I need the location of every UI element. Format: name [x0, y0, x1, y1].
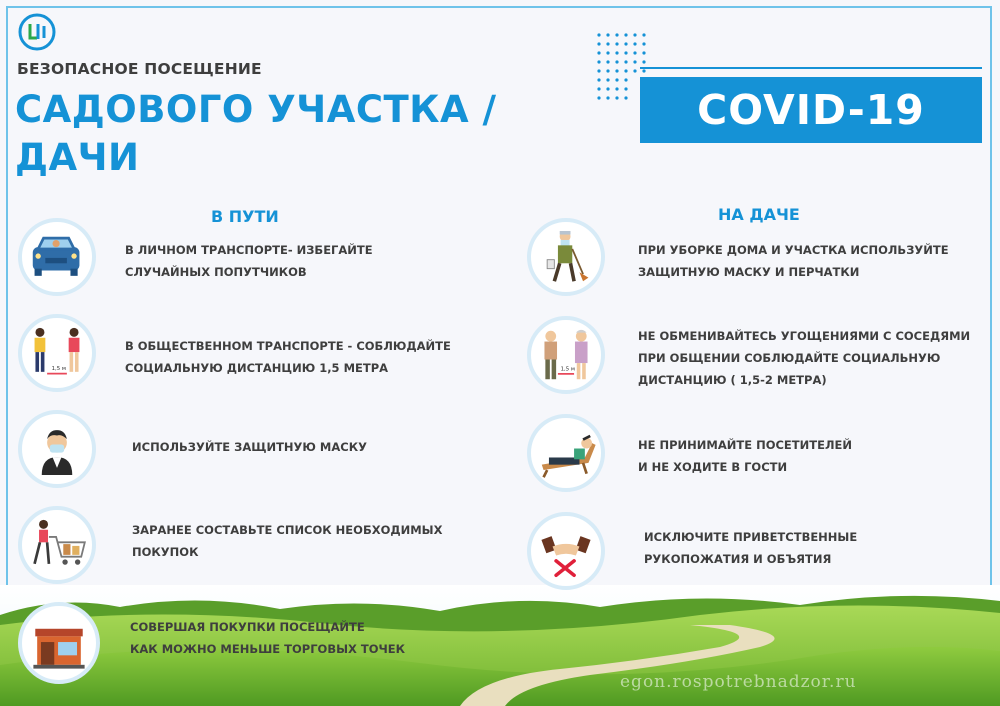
left-item-1-line1: В ЛИЧНОМ ТРАНСПОРТЕ- ИЗБЕГАЙТЕ	[125, 243, 373, 257]
right-item-1-line1: ПРИ УБОРКЕ ДОМА И УЧАСТКА ИСПОЛЬЗУЙТЕ	[638, 243, 949, 257]
mask-person-icon	[18, 410, 96, 488]
distance-label: 1,5 м	[560, 366, 575, 373]
left-item-3-line1: ИСПОЛЬЗУЙТЕ ЗАЩИТНУЮ МАСКУ	[132, 440, 367, 454]
right-item-1-text	[638, 239, 949, 283]
car-icon	[18, 218, 96, 296]
distance-label: 1,5 м	[51, 366, 66, 373]
right-item-3-line2: И НЕ ХОДИТЕ В ГОСТИ	[638, 460, 788, 474]
left-item-2-text	[125, 335, 451, 379]
left-item-2-line1: В ОБЩЕСТВЕННОМ ТРАНСПОРТЕ - СОБЛЮДАЙТЕ	[125, 339, 451, 353]
right-item-3-text	[638, 434, 852, 478]
covid-badge	[640, 77, 982, 143]
website-watermark: egon.rospotrebnadzor.ru	[620, 672, 857, 692]
gardener-icon	[527, 218, 605, 296]
shopping-cart-icon	[18, 506, 96, 584]
right-item-4-text	[644, 526, 857, 570]
elderly-distance-icon	[527, 316, 605, 394]
poster-title-line1: САДОВОГО УЧАСТКА /	[15, 88, 497, 131]
right-item-2-line2: ПРИ ОБЩЕНИИ СОБЛЮДАЙТЕ СОЦИАЛЬНУЮ	[638, 351, 941, 365]
poster-title	[15, 86, 497, 182]
left-item-4-line2: ПОКУПОК	[132, 545, 199, 559]
left-item-5-line2: КАК МОЖНО МЕНЬШЕ ТОРГОВЫХ ТОЧЕК	[130, 642, 406, 656]
poster-subtitle: БЕЗОПАСНОЕ ПОСЕЩЕНИЕ	[17, 60, 262, 78]
distance-people-icon	[18, 314, 96, 392]
left-item-1-text	[125, 239, 373, 283]
left-item-2-line2: СОЦИАЛЬНУЮ ДИСТАНЦИЮ 1,5 МЕТРА	[125, 361, 389, 375]
left-item-4-text	[132, 519, 442, 563]
left-item-5-text	[130, 616, 405, 660]
right-item-4-line2: РУКОПОЖАТИЯ И ОБЪЯТИЯ	[644, 552, 832, 566]
poster-title-line2: ДАЧИ	[15, 136, 140, 179]
shop-icon	[18, 602, 100, 684]
section-heading-at-dacha: НА ДАЧЕ	[718, 205, 800, 224]
right-item-4-line1: ИСКЛЮЧИТЕ ПРИВЕТСТВЕННЫЕ	[644, 530, 858, 544]
covid-badge-line	[640, 67, 982, 69]
left-item-5-line1: СОВЕРШАЯ ПОКУПКИ ПОСЕЩАЙТЕ	[130, 620, 365, 634]
left-item-1-line2: СЛУЧАЙНЫХ ПОПУТЧИКОВ	[125, 265, 307, 279]
no-handshake-icon	[527, 512, 605, 590]
left-item-4-line1: ЗАРАНЕЕ СОСТАВЬТЕ СПИСОК НЕОБХОДИМЫХ	[132, 523, 443, 537]
right-item-2-line3: ДИСТАНЦИЮ ( 1,5-2 МЕТРА)	[638, 373, 827, 387]
covid-badge-text: COVID-19	[697, 86, 925, 134]
rospotrebnadzor-logo	[17, 12, 57, 52]
deckchair-icon	[527, 414, 605, 492]
right-item-2-text	[638, 325, 970, 391]
right-item-2-line1: НЕ ОБМЕНИВАЙТЕСЬ УГОЩЕНИЯМИ С СОСЕДЯМИ	[638, 329, 971, 343]
right-item-1-line2: ЗАЩИТНУЮ МАСКУ И ПЕРЧАТКИ	[638, 265, 860, 279]
left-item-3-text	[132, 436, 367, 458]
right-item-3-line1: НЕ ПРИНИМАЙТЕ ПОСЕТИТЕЛЕЙ	[638, 438, 852, 452]
section-heading-on-the-way: В ПУТИ	[211, 207, 279, 226]
